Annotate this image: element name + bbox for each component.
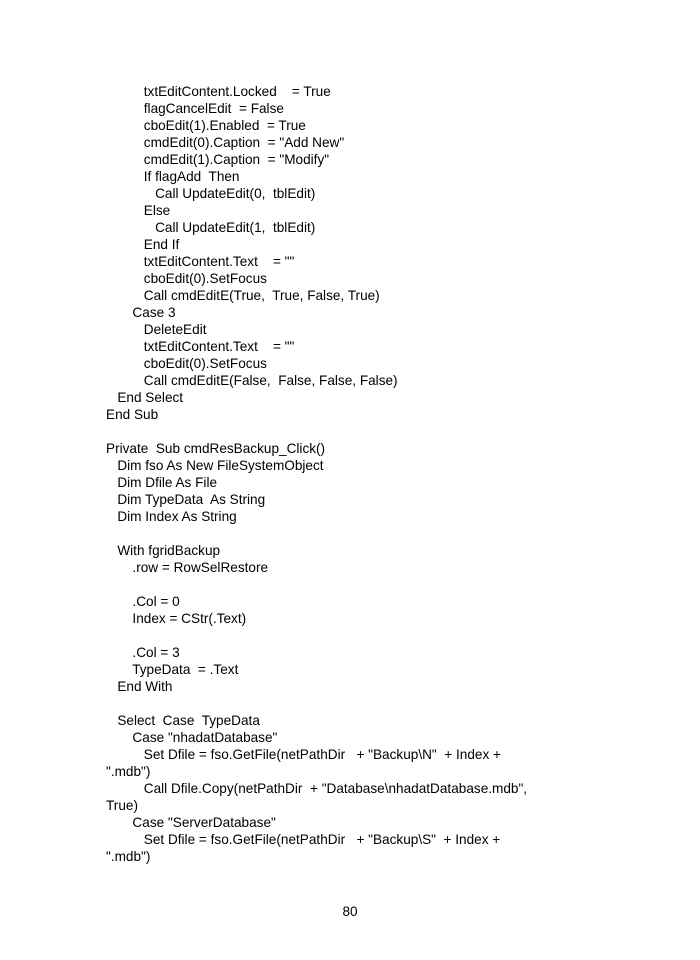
code-line: Set Dfile = fso.GetFile(netPathDir + "Backup\S" + Index + xyxy=(106,832,501,847)
code-line: Dim Index As String xyxy=(106,509,237,524)
code-line: With fgridBackup xyxy=(106,543,221,558)
code-line: txtEditContent.Text = "" xyxy=(106,254,295,269)
code-line: .row = RowSelRestore xyxy=(106,560,269,575)
code-line: ".mdb") xyxy=(106,764,151,779)
code-line: True) xyxy=(106,798,138,813)
code-line: cboEdit(0).SetFocus xyxy=(106,271,267,286)
code-line: Dim Dfile As File xyxy=(106,475,218,490)
code-line: Call Dfile.Copy(netPathDir + "Database\nhadatDatabase.mdb", xyxy=(106,781,528,796)
code-line: Case "nhadatDatabase" xyxy=(106,730,278,745)
code-line: txtEditContent.Text = "" xyxy=(106,339,295,354)
code-line xyxy=(106,525,576,542)
code-line: .Col = 0 xyxy=(106,594,180,609)
code-line xyxy=(106,576,576,593)
code-line: Index = CStr(.Text) xyxy=(106,611,247,626)
code-line: Call UpdateEdit(1, tblEdit) xyxy=(106,220,316,235)
code-line: .Col = 3 xyxy=(106,645,180,660)
code-line: DeleteEdit xyxy=(106,322,207,337)
code-line: Set Dfile = fso.GetFile(netPathDir + "Backup\N" + Index + xyxy=(106,747,501,762)
code-line: txtEditContent.Locked = True xyxy=(106,84,331,99)
code-line: ".mdb") xyxy=(106,849,151,864)
code-line: Call cmdEditE(False, False, False, False) xyxy=(106,373,398,388)
code-line: cmdEdit(1).Caption = "Modify" xyxy=(106,152,330,167)
code-line: cboEdit(1).Enabled = True xyxy=(106,118,306,133)
code-line: Call UpdateEdit(0, tblEdit) xyxy=(106,186,316,201)
code-line: Case "ServerDatabase" xyxy=(106,815,276,830)
code-line: Private Sub cmdResBackup_Click() xyxy=(106,441,326,456)
code-line: Select Case TypeData xyxy=(106,713,260,728)
code-line: End Select xyxy=(106,390,184,405)
code-line: End With xyxy=(106,679,173,694)
code-line xyxy=(106,627,576,644)
code-line: cboEdit(0).SetFocus xyxy=(106,356,267,371)
code-line: Case 3 xyxy=(106,305,176,320)
code-line: Dim fso As New FileSystemObject xyxy=(106,458,324,473)
code-line xyxy=(106,423,576,440)
page-number: 80 xyxy=(342,904,358,919)
code-line: flagCancelEdit = False xyxy=(106,101,284,116)
code-line: Dim TypeData As String xyxy=(106,492,266,507)
code-listing xyxy=(106,83,576,865)
code-line: End Sub xyxy=(106,407,159,422)
code-line: Call cmdEditE(True, True, False, True) xyxy=(106,288,380,303)
code-line: End If xyxy=(106,237,180,252)
code-line: TypeData = .Text xyxy=(106,662,239,677)
code-line: Else xyxy=(106,203,171,218)
code-line: cmdEdit(0).Caption = "Add New" xyxy=(106,135,345,150)
code-line xyxy=(106,695,576,712)
code-line: If flagAdd Then xyxy=(106,169,240,184)
